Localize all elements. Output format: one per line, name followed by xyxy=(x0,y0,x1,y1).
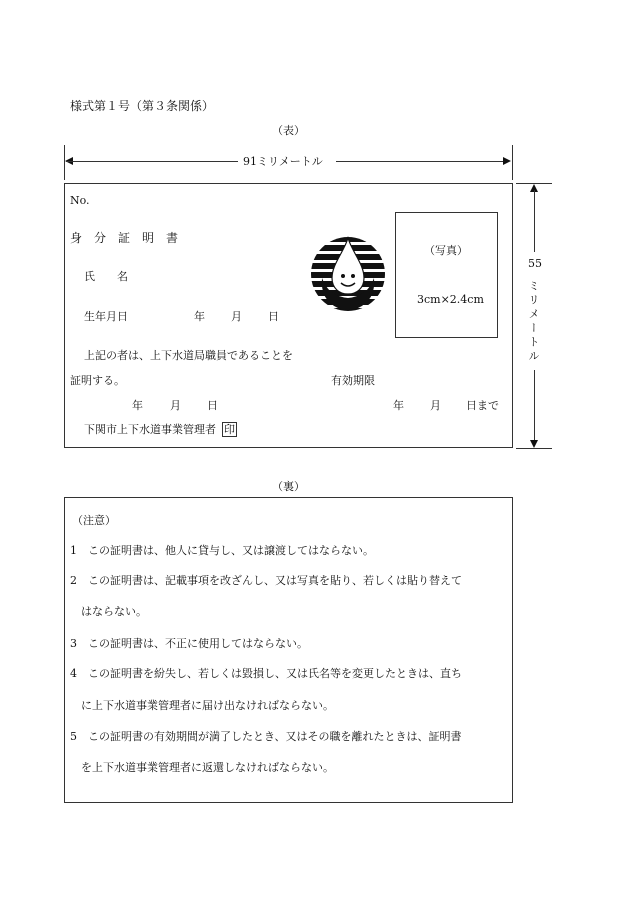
height-unit: ミリメートル xyxy=(527,280,540,364)
birth-label: 生年月日 xyxy=(84,310,128,323)
note-line: を上下水道事業管理者に返還しなければならない。 xyxy=(81,761,334,774)
width-tick-right xyxy=(512,145,513,180)
issue-day: 日 xyxy=(207,399,218,412)
note-line: 4 この証明書を紛失し、若しくは毀損し、又は氏名等を変更したときは、直ち xyxy=(70,667,462,680)
back-card xyxy=(64,497,513,803)
width-label: 91ミリメートル xyxy=(243,155,323,168)
note-line: 2 この証明書は、記載事項を改ざんし、又は写真を貼り、若しくは貼り替えて xyxy=(70,574,462,587)
photo-box xyxy=(395,212,498,338)
validity-until: 日まで xyxy=(466,399,499,412)
front-label: （表） xyxy=(272,124,305,137)
validity-month: 月 xyxy=(430,399,441,412)
note-line: 5 この証明書の有効期間が満了したとき、又はその職を離れたときは、証明書 xyxy=(70,730,462,743)
height-arrow-bottom xyxy=(530,440,538,448)
note-line: 1 この証明書は、他人に貸与し、又は譲渡してはならない。 xyxy=(70,544,374,557)
width-arrow-right xyxy=(503,157,511,165)
note-line: に上下水道事業管理者に届け出なければならない。 xyxy=(81,699,334,712)
birth-year: 年 xyxy=(194,310,205,323)
name-label: 氏 名 xyxy=(84,270,128,283)
photo-label: （写真） xyxy=(424,244,468,257)
back-label: （裏） xyxy=(272,480,305,493)
form-title: 様式第１号（第３条関係） xyxy=(70,99,215,113)
card-number-label: No. xyxy=(70,194,90,207)
card-title: 身 分 証 明 書 xyxy=(70,231,179,245)
issue-month: 月 xyxy=(170,399,181,412)
validity-label: 有効期限 xyxy=(331,374,375,387)
birth-day: 日 xyxy=(268,310,279,323)
certification-line-2: 証明する。 xyxy=(70,374,125,387)
height-tick-bottom xyxy=(516,448,552,449)
validity-year: 年 xyxy=(393,399,404,412)
waterworks-emblem-icon xyxy=(308,234,388,314)
issue-year: 年 xyxy=(132,399,143,412)
photo-size: 3cm×2.4cm xyxy=(417,293,484,306)
notes-title: （注意） xyxy=(72,514,116,527)
certification-line-1: 上記の者は、上下水道局職員であることを xyxy=(84,349,293,362)
issuer-name: 下関市上下水道事業管理者 xyxy=(84,423,216,436)
birth-month: 月 xyxy=(231,310,242,323)
note-line: 3 この証明書は、不正に使用してはならない。 xyxy=(70,637,308,650)
note-line: はならない。 xyxy=(81,605,147,618)
issuer-line xyxy=(84,422,237,437)
seal-mark: 印 xyxy=(224,423,235,436)
height-number: 55 xyxy=(528,257,542,270)
